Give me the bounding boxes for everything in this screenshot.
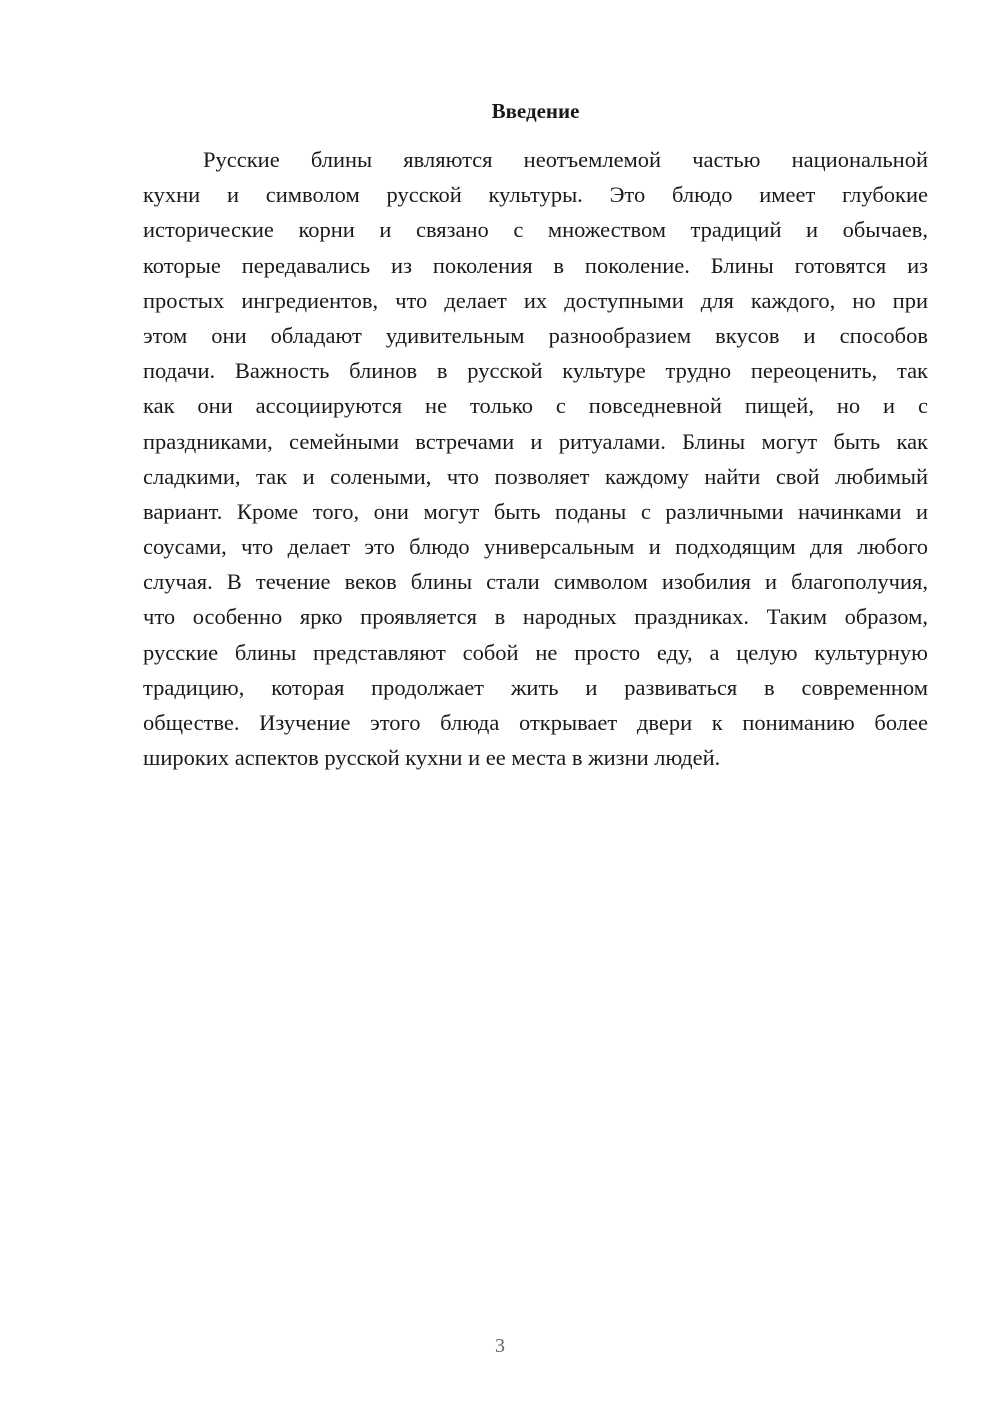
paragraph-line: что особенно ярко проявляется в народных праздниках. Таким образом,: [143, 604, 928, 630]
paragraph-line: случая. В течение веков блины стали символом изобилия и благополучия,: [143, 569, 928, 595]
paragraph-line: простых ингредиентов, что делает их доступными для каждого, но при: [143, 287, 928, 313]
paragraph-line: подачи. Важность блинов в русской культуре трудно переоценить, так: [143, 358, 928, 384]
paragraph-line: русские блины представляют собой не просто еду, а целую культурную: [143, 639, 928, 665]
paragraph-line: соусами, что делает это блюдо универсальным и подходящим для любого: [143, 534, 928, 560]
paragraph-line: обществе. Изучение этого блюда открывает двери к пониманию более: [143, 710, 928, 735]
section-heading: Введение: [491, 99, 580, 123]
paragraph-line: которые передавались из поколения в поколение. Блины готовятся из: [143, 252, 928, 278]
paragraph-line: вариант. Кроме того, они могут быть поданы с различными начинками и: [143, 498, 928, 524]
paragraph-line: традицию, которая продолжает жить и развиваться в современном: [143, 674, 928, 700]
paragraph-line: сладкими, так и солеными, что позволяет каждому найти свой любимый: [143, 463, 928, 489]
paragraph-line: исторические корни и связано с множеством традиций и обычаев,: [143, 217, 928, 243]
body-paragraph: [143, 142, 928, 775]
paragraph-line: как они ассоциируются не только с повседневной пищей, но и с: [143, 393, 928, 419]
page-number: 3: [495, 1335, 505, 1357]
paragraph-line: широких аспектов русской кухни и ее места в жизни людей.: [143, 745, 721, 771]
paragraph-line: этом они обладают удивительным разнообразием вкусов и способов: [143, 322, 928, 348]
paragraph-line: кухни и символом русской культуры. Это блюдо имеет глубокие: [143, 182, 928, 208]
paragraph-line: Русские блины являются неотъемлемой частью национальной: [203, 147, 928, 172]
paragraph-line: праздниками, семейными встречами и ритуалами. Блины могут быть как: [143, 428, 928, 454]
